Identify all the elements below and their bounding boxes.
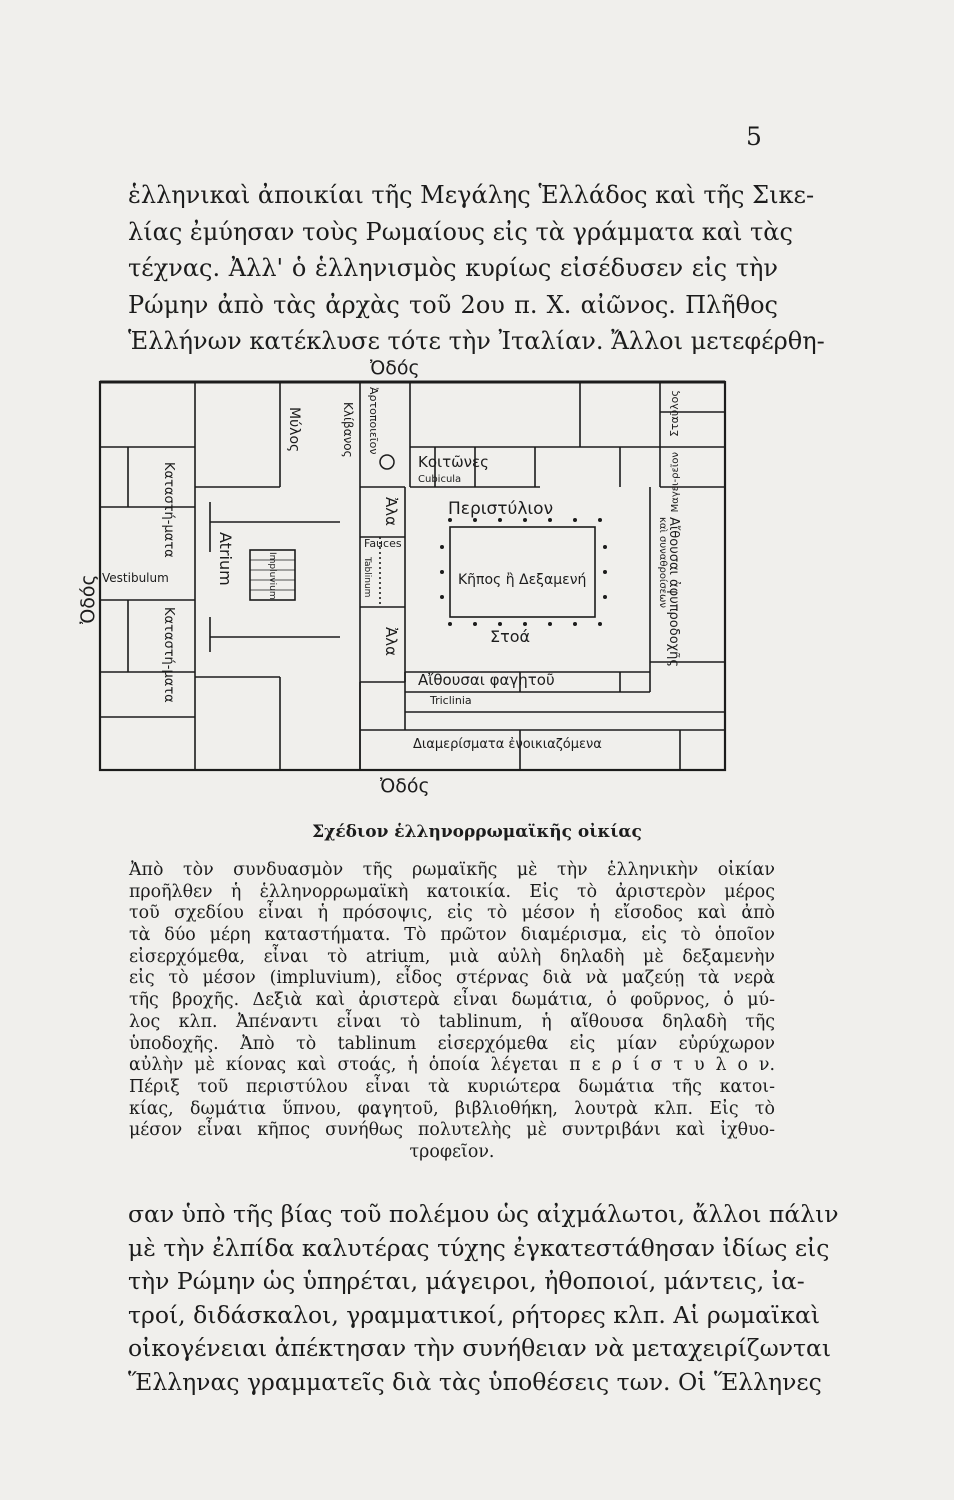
plan-rented: Διαμερίσματα ἐνοικιαζόμενα xyxy=(413,737,602,752)
text-line: τὴν Ρώμην ὡς ὑπηρέται, μάγειροι, ἠθοποιοί, μάντεις, ἰα- xyxy=(128,1267,805,1295)
bottom-paragraph xyxy=(128,1198,839,1399)
plan-walls xyxy=(100,382,725,770)
text-line: Πέριξ τοῦ περιστύλου εἶναι τὰ κυριώτερα δωμάτια τῆς κατοι- xyxy=(129,1076,775,1097)
text-line: Ἀπὸ τὸν συνδυασμὸν τῆς ρωμαϊκῆς μὲ τὴν ἑλληνικὴν οἰκίαν xyxy=(129,860,775,880)
plan-impluvium: Impluvium xyxy=(267,552,277,600)
text-line: ἑλληνικαὶ ἀποικίαι τῆς Μεγάλης Ἑλλάδος καὶ τῆς Σικε- xyxy=(128,181,815,209)
text-line: Ἑλλήνων κατέκλυσε τότε τὴν Ἰταλίαν. Ἄλλοι μετεφέρθη- xyxy=(128,327,825,355)
text-line: μὲ τὴν ἐλπίδα καλυτέρας τύχης ἐγκατεστάθησαν ἰδίως εἰς xyxy=(128,1233,830,1262)
plan-shop-top: Καταστή-ματα xyxy=(161,462,176,558)
plan-street-top: Ὀδός xyxy=(370,357,420,379)
text-line: λος κλπ. Ἀπέναντι εἶναι τὸ tablinum, ἡ αἴθουσα δηλαδὴ τῆς xyxy=(129,1011,775,1032)
plan-stables: Σταῦλος xyxy=(668,390,681,437)
plan-atrium: Atrium xyxy=(216,532,235,586)
text-line: τὰ δύο μέρη καταστήματα. Τὸ πρῶτον διαμέρισμα, εἰς τὸ ὁποῖον xyxy=(129,925,775,946)
house-plan xyxy=(77,352,740,822)
plan-mill: Μύλος xyxy=(286,407,302,453)
plan-tablinum: Tablinum xyxy=(362,557,372,598)
text-line: ὑποδοχῆς. Ἀπὸ τὸ tablinum εἰσερχόμεθα εἰς μίαν εὐρύχωρον xyxy=(129,1033,775,1054)
oven-icon xyxy=(380,455,394,469)
top-paragraph xyxy=(128,177,825,360)
text-line: εἰσερχόμεθα, εἶναι τὸ atrium, μιὰ αὐλὴ δηλαδὴ μὲ δεξαμενὴν xyxy=(129,946,775,967)
plan-peristyle: Περιστύλιον xyxy=(448,499,554,519)
text-line: κίας, δωμάτια ὕπνου, φαγητοῦ, βιβλιοθήκη, λουτρὰ κλπ. Εἰς τὸ xyxy=(129,1098,775,1119)
figure-caption: Σχέδιον ἑλληνορρωμαϊκῆς οἰκίας xyxy=(312,822,642,842)
plan-ala-top: Ἀλα xyxy=(382,497,400,527)
text-line: τροί, διδάσκαλοι, γραμματικοί, ρήτορες κλπ. Αἱ ρωμαϊκαὶ xyxy=(128,1300,821,1329)
plan-street-left: Ὀδός xyxy=(77,574,99,624)
text-line: Ἕλληνας γραμματεῖς διὰ τὰς ὑποθέσεις των. Οἱ Ἕλληνες xyxy=(128,1367,822,1396)
plan-bedrooms: Κοιτῶνες xyxy=(418,453,489,471)
plan-fauces: Fauces xyxy=(364,537,402,550)
plan-kitchen: Μαγει-ρεῖον xyxy=(670,452,681,513)
text-line: οἰκογένειαι ἀπέκτησαν τὴν συνήθειαν νὰ μεταχειρίζωνται xyxy=(128,1334,832,1362)
text-line: εἰς τὸ μέσον (impluvium), εἶδος στέρνας διὰ νὰ μαζεύῃ τὰ νερὰ xyxy=(129,968,775,989)
text-line: τοῦ σχεδίου εἶναι ἡ πρόσοψις, εἰς τὸ μέσον ἡ εἴσοδος καὶ ἀπὸ xyxy=(129,903,775,924)
plan-stoa: Στοά xyxy=(490,627,531,646)
plan-triclinia-greek: Αἴθουσαι φαγητοῦ xyxy=(418,671,555,689)
plan-garden: Κῆπος ἢ Δεξαμενή xyxy=(458,572,587,588)
text-line: τῆς βροχῆς. Δεξιὰ καὶ ἀριστερὰ εἶναι δωμάτια, ὁ φοῦρνος, ὁ μύ- xyxy=(129,990,775,1011)
plan-shop-bottom: Καταστή-ματα xyxy=(161,607,176,703)
house-plan-drawing xyxy=(77,352,740,822)
text-line: Ρώμην ἀπὸ τὰς ἀρχὰς τοῦ 2ου π. Χ. αἰῶνος. Πλῆθος xyxy=(128,290,778,319)
plan-bakery: Ἀρτοποιεῖον xyxy=(367,387,380,455)
plan-halls: Αἴθουσαι ἀφυπροδοχῆς xyxy=(666,517,681,668)
text-line: μέσον εἶναι κῆπος συνήθως πολυτελὴς μὲ συντριβάνι καὶ ἰχθυο- xyxy=(129,1120,775,1141)
page-number: 5 xyxy=(746,122,762,151)
text-line: λίας ἐμύησαν τοὺς Ρωμαίους εἰς τὰ γράμματα καὶ τὰς xyxy=(128,217,793,246)
text-line: τέχνας. Ἀλλ' ὁ ἑλληνισμὸς κυρίως εἰσέδυσεν εἰς τὴν xyxy=(128,254,778,282)
plan-ala-bottom: Ἀλα xyxy=(382,627,400,657)
plan-oven: Κλίβανος xyxy=(341,402,355,458)
plan-reception: καὶ συναθροίσεων xyxy=(657,517,668,609)
text-line: τροφεῖον. xyxy=(409,1141,495,1162)
plan-vestibulum: Vestibulum xyxy=(102,571,169,585)
plan-street-bottom: Ὀδός xyxy=(380,775,430,797)
plan-cubicula: Cubicula xyxy=(418,474,462,485)
plan-triclinia: Triclinia xyxy=(430,694,472,707)
text-line: σαν ὑπὸ τῆς βίας τοῦ πολέμου ὡς αἰχμάλωτοι, ἄλλοι πάλιν xyxy=(128,1200,839,1228)
text-line: αὐλὴν μὲ κίονας καὶ στοάς, ἡ ὁποία λέγεται π ε ρ ί σ τ υ λ ο ν. xyxy=(129,1055,775,1076)
caption-paragraph xyxy=(129,860,775,1164)
text-line: προῆλθεν ἡ ἑλληνορρωμαϊκὴ κατοικία. Εἰς τὸ ἀριστερὸν μέρος xyxy=(129,881,775,902)
